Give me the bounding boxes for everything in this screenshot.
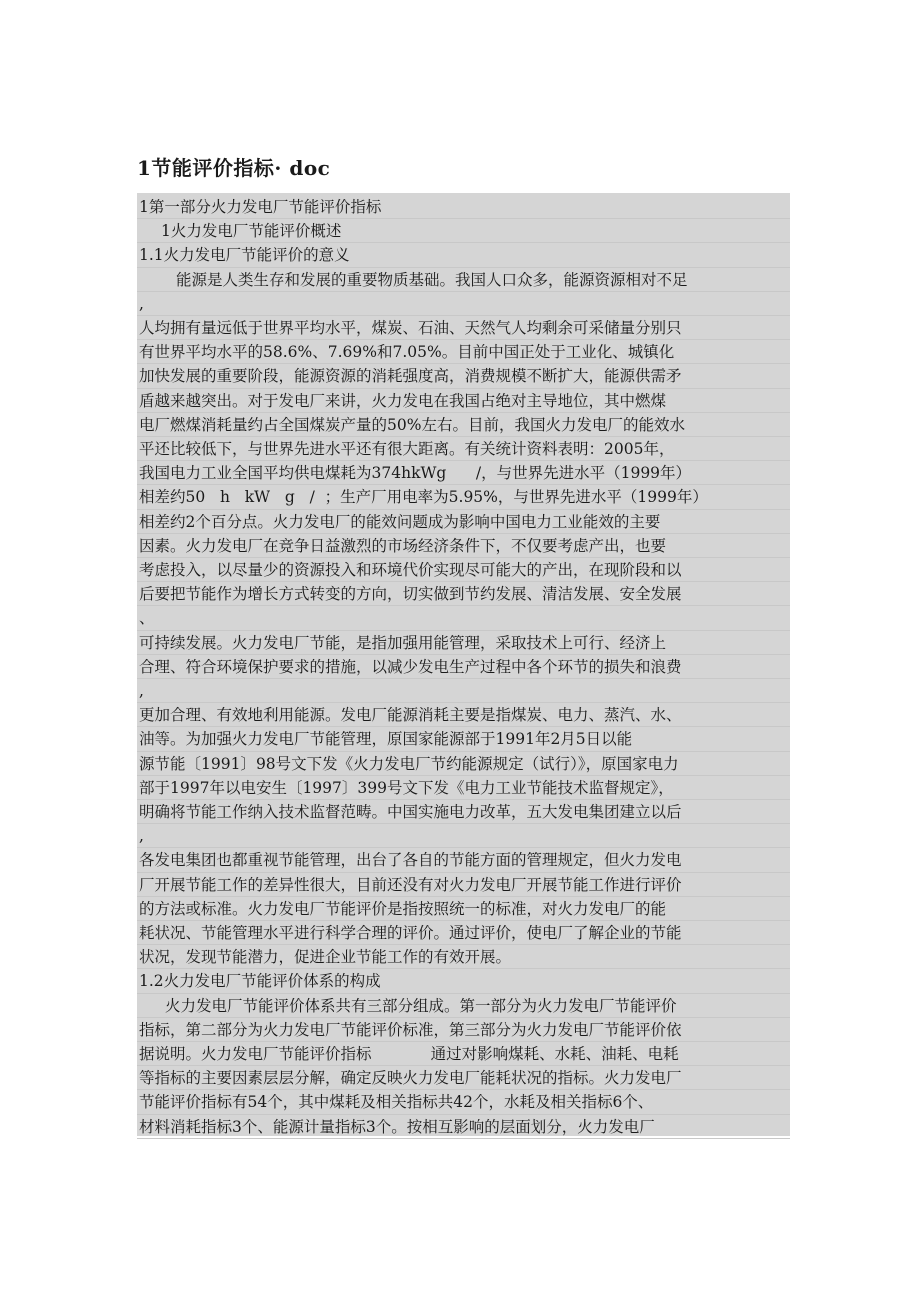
text-line: 加快发展的重要阶段，能源资源的消耗强度高，消费规模不断扩大，能源供需矛 — [139, 367, 682, 386]
text-line: 电厂燃煤消耗量约占全国煤炭产量的50%左右。目前，我国火力发电厂的能效水 — [139, 415, 685, 434]
text-line: 等指标的主要因素层层分解，确定反映火力发电厂能耗状况的指标。火力发电厂 — [139, 1069, 682, 1088]
text-line: 相差约2个百分点。火力发电厂的能效问题成为影响中国电力工业能效的主要 — [139, 512, 661, 531]
text-line: 1.1火力发电厂节能评价的意义 — [139, 246, 350, 265]
text-line: 考虑投入，以尽量少的资源投入和环境代价实现尽可能大的产出，在现阶段和以 — [139, 561, 682, 579]
text-line: 状况，发现节能潜力，促进企业节能工作的有效开展。 — [139, 948, 512, 967]
text-line: 后要把节能作为增长方式转变的方向，切实做到节约发展、清洁发展、安全发展 — [139, 585, 682, 604]
text-line: 耗状况、节能管理水平进行科学合理的评价。通过评价，使电厂了解企业的节能 — [139, 924, 682, 942]
text-line: 油等。为加强火力发电厂节能管理，原国家能源部于1991年2月5日以能 — [139, 730, 633, 749]
text-line: 盾越来越突出。对于发电厂来讲，火力发电在我国占绝对主导地位，其中燃煤 — [139, 391, 667, 410]
text-line: 1第一部分火力发电厂节能评价指标 — [139, 198, 382, 216]
text-line: 源节能〔1991〕98号文下发《火力发电厂节约能源规定（试行）》，原国家电力 — [139, 754, 679, 773]
text-line: 部于1997年以电安生〔1997〕399号文下发《电力工业节能技术监督规定》， — [139, 778, 674, 797]
text-line: 平还比较低下，与世界先进水平还有很大距离。有关统计资料表明：2005年， — [139, 440, 675, 458]
text-line: 材料消耗指标3个、能源计量指标3个。按相互影响的层面划分，火力发电厂 — [139, 1117, 655, 1136]
text-line: 据说明。火力发电厂节能评价指标 通过对影响煤耗、水耗、油耗、电耗 — [139, 1045, 679, 1063]
text-line: , — [139, 827, 144, 846]
text-line: 火力发电厂节能评价体系共有三部分组成。第一部分为火力发电厂节能评价 — [165, 996, 677, 1015]
text-line: 我国电力工业全国平均供电煤耗为374hkWg /，与世界先进水平（1999年） — [139, 464, 692, 483]
document-title: 1节能评价指标· doc — [137, 156, 331, 180]
text-line: 明确将节能工作纳入技术监督范畴。中国实施电力改革，五大发电集团建立以后 — [139, 803, 682, 821]
text-line: 合理、符合环境保护要求的措施，以减少发电生产过程中各个环节的损失和浪费 — [139, 657, 682, 676]
text-line: 人均拥有量远低于世界平均水平，煤炭、石油、天然气人均剩余可采储量分别只 — [139, 319, 682, 337]
text-line: , — [139, 682, 144, 700]
text-line: 1.2火力发电厂节能评价体系的构成 — [139, 972, 381, 991]
text-line: 的方法或标准。火力发电厂节能评价是指按照统一的标准，对火力发电厂的能 — [139, 899, 667, 918]
document-body — [137, 193, 790, 1136]
text-line: 可持续发展。火力发电厂节能，是指加强用能管理，采取技术上可行、经济上 — [139, 633, 667, 652]
text-line: 厂开展节能工作的差异性很大，目前还没有对火力发电厂开展节能工作进行评价 — [139, 875, 682, 894]
text-line: 因素。火力发电厂在竞争日益激烈的市场经济条件下，不仅要考虑产出，也要 — [139, 536, 667, 555]
text-line: 各发电集团也都重视节能管理，出台了各自的节能方面的管理规定，但火力发电 — [139, 851, 682, 870]
text-line: 有世界平均水平的58.6%、7.69%和7.05%。目前中国正处于工业化、城镇化 — [139, 343, 675, 362]
text-line: 1火力发电厂节能评价概述 — [161, 222, 342, 241]
text-line: 指标，第二部分为火力发电厂节能评价标准，第三部分为火力发电厂节能评价依 — [139, 1020, 682, 1039]
text-line: 、 — [139, 609, 155, 628]
text-line: 相差约50 h kW g / ；生产厂用电率为5.95%，与世界先进水平（1999年） — [139, 488, 708, 507]
text-line: , — [139, 294, 144, 313]
text-line: 能源是人类生存和发展的重要物质基础。我国人口众多，能源资源相对不足 — [176, 270, 688, 289]
text-line: 节能评价指标有54个，其中煤耗及相关指标共42个，水耗及相关指标6个、 — [139, 1093, 654, 1112]
text-line: 更加合理、有效地利用能源。发电厂能源消耗主要是指煤炭、电力、蒸汽、水、 — [139, 706, 682, 725]
